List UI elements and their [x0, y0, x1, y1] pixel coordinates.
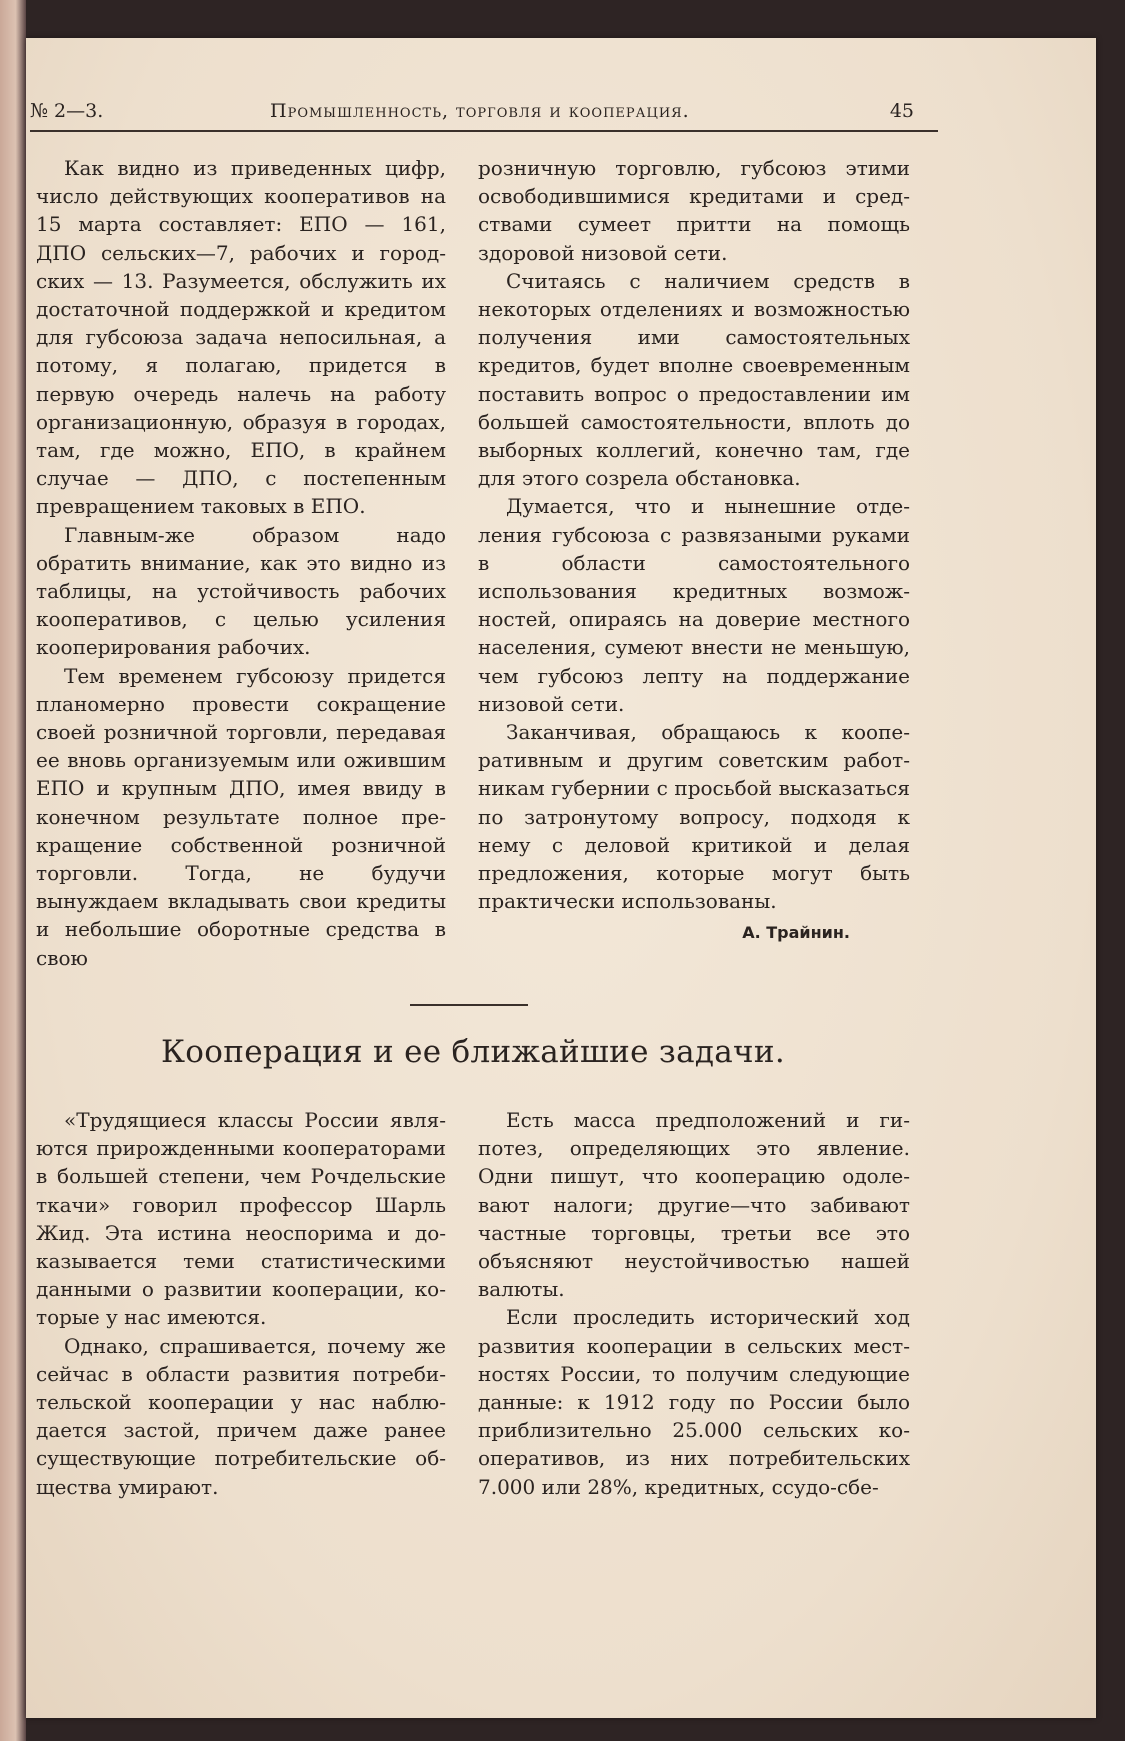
section-divider — [410, 1004, 528, 1006]
paragraph: Заканчивая, обращаюсь к кооперативным и другим советским работникам губернии с просьбой высказаться по затронутому вопросу, подходя к нему с деловой критикой и делая предложения, которые могут быть практически использованы. — [478, 720, 910, 914]
article1-column-left — [36, 154, 446, 972]
article2-column-right — [478, 1106, 910, 1501]
page-number: 45 — [889, 100, 914, 122]
article-heading: Кооперация и ее ближайшие задачи. — [161, 1034, 785, 1070]
author-signature: А. Трайнин. — [742, 923, 850, 943]
article2-column-left — [36, 1106, 446, 1501]
running-header — [30, 100, 938, 132]
previous-page-edge — [0, 0, 26, 1741]
paragraph: «Трудящиеся классы России являются прирожденными кооператорами в большей степени, чем Рочдельские ткачи» говорил профессор Шарль Жид. Эта истина неоспорима и доказывается теми статистическими данными о развитии кооперации, которые у нас имеются. — [36, 1108, 446, 1330]
paragraph: Если проследить исторический ход развития кооперации в сельских местностях России, то получим следующие данные: к 1912 году по России было приблизительно 25.000 сельских кооперативов, из них потребительских 7.000 или 28%, кредитных, ссудо-сбе- — [478, 1305, 910, 1499]
paragraph: Считаясь с наличием средств в некоторых отделениях и возможностью получения ими самостоятельных кредитов, будет вполне своевременным поставить вопрос о предоставлении им большей самостоятельности, вплоть до выборных коллегий, конечно там, где для этого созрела обстановка. — [478, 268, 910, 491]
paragraph: розничную торговлю, губсоюз этими освободившимися кредитами и средствами сумеет притти на помощь здоровой низовой сети. — [478, 156, 910, 265]
paragraph: Как видно из приведенных цифр, число действующих кооперативов на 15 марта составляет: ЕПО — 161, ДПО сельских—7, рабочих и городских — 13. Разумеется, обслужить их достаточной поддержкой и кредитом для губсоюза задача непосильная, а потому, я полагаю, придется в первую очередь налечь на работу организационную, образуя в городах, там, где можно, ЕПО, в крайнем случае — ДПО, с постепенным превращением таковых в ЕПО. — [36, 156, 446, 519]
issue-number: № 2—3. — [30, 100, 104, 122]
paragraph: Думается, что и нынешние отделения губсоюза с развязаными руками в области самостоятельного использования кредитных возможностей, опираясь на доверие местного населения, сумеют внести не меньшую, чем губсоюз лепту на поддержание низовой сети. — [478, 494, 910, 716]
paragraph: Однако, спрашивается, почему же сейчас в области развития потребительской кооперации у нас наблюдается застой, причем даже ранее существующие потребительские общества умирают. — [36, 1333, 446, 1499]
running-title: Промышленность, торговля и кооперация. — [270, 100, 690, 122]
paragraph: Тем временем губсоюзу придется планомерно провести сокращение своей розничной торговли, передавая ее вновь организуемым или ожившим ЕПО и крупным ДПО, имея ввиду в конечном результате полное прекращение собственной розничной торговли. Тогда, не будучи вынуждаем вкладывать свои кредиты и небольшие оборотные средства в свою — [36, 663, 446, 970]
paragraph: Есть масса предположений и гипотез, определяющих это явление. Одни пишут, что кооперацию одолевают налоги; другие—что забивают частные торговцы, третьи все это объясняют неустойчивостью нашей валюты. — [478, 1108, 910, 1302]
paragraph: Главным-же образом надо обратить внимание, как это видно из таблицы, на устойчивость рабочих кооперативов, с целью усиления кооперирования рабочих. — [36, 522, 446, 660]
article1-column-right — [478, 154, 910, 948]
